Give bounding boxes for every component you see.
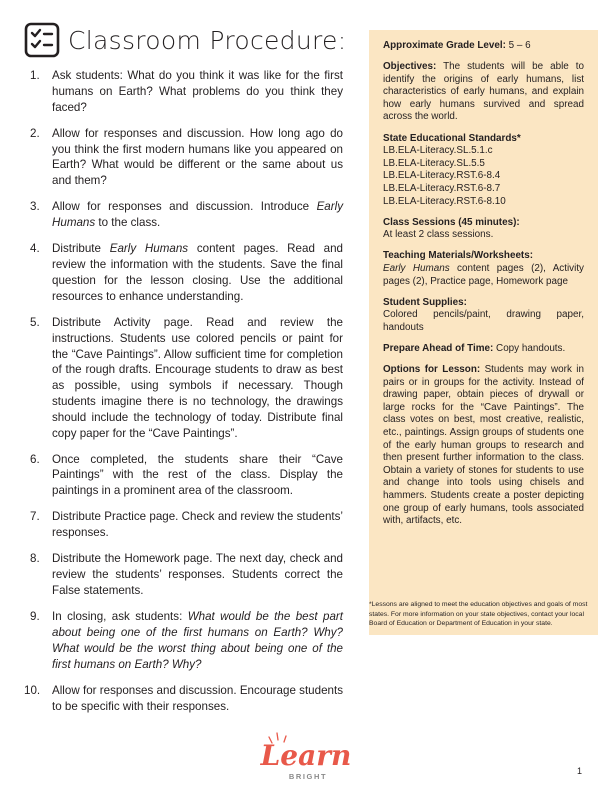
prepare-ahead: Prepare Ahead of Time: Copy handouts.: [383, 342, 566, 354]
procedure-step: 3. Allow for responses and discussion. Introduce Early Humans to the class.: [30, 200, 343, 230]
logo-subword: BRIGHT: [288, 772, 328, 781]
logo-word: Learn: [260, 739, 352, 772]
student-supplies: Student Supplies: Colored pencils/paint, drawing paper, handouts: [383, 296, 584, 333]
teaching-materials: Teaching Materials/Worksheets: Early Humans content pages (2), Activity pages (2), Practice page, Homework page: [383, 250, 584, 287]
page-header: [24, 22, 346, 58]
procedure-step: 5. Distribute Activity page. Read and review the instructions. Students use colored pencils or paint for the “Cave Paintings”. Allow sufficient time for completion of the rough drafts. Encourage students to draw as best as possible, using symbols if necessary. Though students imagine there is no technology, the drawings should include the technology of today. Distribute final copy paper for the “Cave Paintings”.: [30, 315, 343, 440]
procedure-step: 6. Once completed, the students share their “Cave Paintings” with the rest of the class. Display the paintings in a prominent area of the classroom.: [30, 452, 343, 498]
lesson-info-panel: [369, 30, 598, 635]
procedure-step: 7. Distribute Practice page. Check and review the students’ responses.: [30, 510, 343, 540]
procedure-step: 1. Ask students: What do you think it was like for the first humans on Earth? What problems do you think they faced?: [30, 69, 343, 114]
standard-item: LB.ELA-Literacy.SL.5.1.c: [383, 145, 493, 157]
standards-footnote: *Lessons are aligned to meet the education objectives and goals of most states. For more information on your state objectives, contact your local Board of Education or Department of Education in your state.: [369, 601, 588, 628]
page-title: Classroom Procedure:: [68, 25, 347, 55]
standard-item: LB.ELA-Literacy.SL.5.5: [383, 157, 485, 169]
procedure-step: 9. In closing, ask students: What would be the best part about being one of the first humans on Earth? Why? What would be the worst thing about being one of the first humans on Earth? Why?: [30, 610, 343, 671]
learn-bright-logo: [255, 729, 357, 783]
procedure-step: 8. Distribute the Homework page. The next day, check and review the students’ responses. Students correct the False statements.: [30, 552, 343, 598]
checklist-icon: [24, 22, 60, 58]
page-number: 1: [577, 766, 583, 776]
standard-item: LB.ELA-Literacy.RST.6-8.10: [383, 195, 506, 207]
class-sessions: Class Sessions (45 minutes): At least 2 class sessions.: [383, 216, 520, 241]
grade-level: Approximate Grade Level: 5 – 6: [383, 40, 531, 51]
lesson-options: Options for Lesson: Students may work in pairs or in groups for the activity. Instead of drawing paper, obtain pieces of drywall or large rocks for the “Cave Paintings”. The class votes on best, most creative, realistic, etc., paintings. Assign groups of students one of the early human groups to research and then present further information to the class. Obtain a variety of stones for students to use and change into tools using chisels and hammers. Students create a poster depicting one group of early humans, tools associated with, artifacts, etc.: [383, 363, 584, 527]
objectives: Objectives: The students will be able to identify the origins of early humans, list characteristics of early humans, and explain how early humans survived and spread across the world.: [383, 61, 584, 123]
state-standards: State Educational Standards* LB.ELA-Literacy.SL.5.1.c LB.ELA-Literacy.SL.5.5 LB.ELA-Literacy.RST.6-8.4 LB.ELA-Literacy.RST.6-8.7 LB.ELA-Literacy.RST.6-8.10: [383, 133, 584, 209]
procedure-step: 4. Distribute Early Humans content pages. Read and review the information with the students. Save the final question for the lesson closing. Use the additional resources to enhance understanding.: [30, 242, 343, 303]
standard-item: LB.ELA-Literacy.RST.6-8.4: [383, 170, 501, 182]
procedure-step: 10. Allow for responses and discussion. Encourage students to be specific with their responses.: [24, 683, 343, 713]
standard-item: LB.ELA-Literacy.RST.6-8.7: [383, 182, 501, 194]
procedure-list: [24, 68, 343, 725]
procedure-step: 2. Allow for responses and discussion. How long ago do you think the first modern humans like you appeared on Earth? What would be different or the same about us and them?: [30, 126, 343, 188]
